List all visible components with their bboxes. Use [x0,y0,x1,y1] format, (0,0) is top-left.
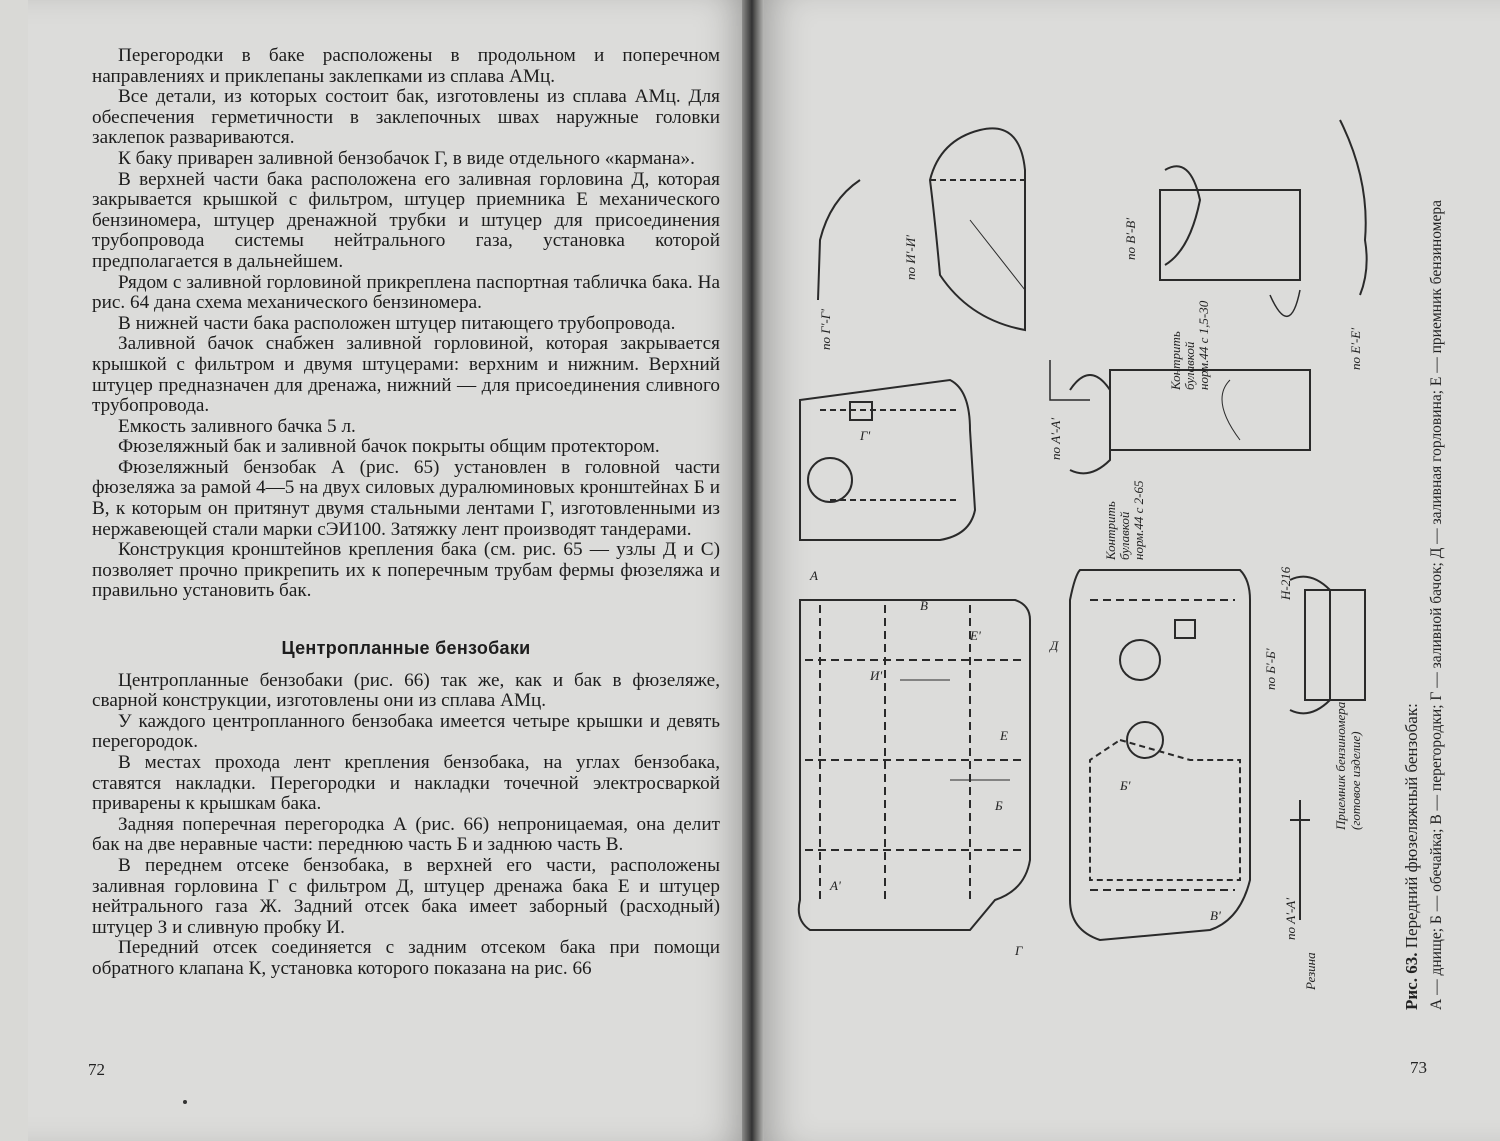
paragraph: Конструкция кронштейнов крепления бака (см. рис. 65 — узлы Д и С) позволяет прочно прикрепить их к поперечным трубам фермы фюзеляжа и правильно установить бак. [92,539,720,602]
label-section-gg: по Г'-Г' [818,309,833,350]
paragraph: Перегородки в баке расположены в продольном и поперечном направлениях и приклепаны заклепками из сплава АМц. [92,45,720,87]
left-page-text [92,46,720,980]
section-heading: Центропланные бензобаки [281,638,531,659]
section-vv-body [1160,190,1300,280]
label-G: Г [1015,943,1023,958]
label-section-ee: по Е'-Е' [1348,327,1363,370]
label-lock-2: булавкой [1182,341,1197,390]
paragraph: Емкость заливного бачка 5 л. [118,415,356,437]
paragraph: В верхней части бака расположена его заливная горловина Д, которая закрывается крышкой с фильтром, штуцер приемника Е механического бензиномера, штуцер дренажной трубки и штуцер для присоединения трубопровода системы нейтрального газа, установка которой предполагается в дальнейшем. [92,168,720,272]
label-section-bb: по Б'-Б' [1263,648,1278,690]
paragraph: К баку приварен заливной бензобачок Г, в виде отдельного «кармана». [118,147,695,169]
label-lock-1: Контрить [1168,331,1183,390]
label-section-vv: по В'-В' [1123,217,1138,260]
label-A: А [810,568,818,583]
label-Ae: А' [830,878,841,893]
label-D: Д [1050,638,1059,653]
label-section-aa: по А'-А' [1048,417,1063,460]
paragraph: В нижней части бака расположен штуцер питающего трубопровода. [118,312,676,334]
label-section-ii: по И'-И' [903,235,918,280]
paragraph: Центропланные бензобаки (рис. 66) так же, как и бак в фюзеляже, сварной конструкции, изготовлены они из сплава АМц. [92,669,720,712]
label-lock-b3: норм.44 с 2-65 [1131,480,1146,560]
label-Ge: Г' [860,428,871,443]
caption-title: Рис. 63. Передний фюзеляжный бензобак: [1402,703,1421,1010]
filler-neck [1120,640,1160,680]
paragraph: В местах прохода лент крепления бензобака, на углах бензобака, ставятся накладки. Перегородки и накладки точечной электросваркой приварены к крышкам бака. [92,752,720,815]
paragraph: Фюзеляжный бак и заливной бачок покрыты общим протектором. [118,436,660,458]
label-lock-3: норм.44 с 1,5-30 [1196,300,1211,390]
label-V: В [920,598,928,613]
paragraph: Заливной бачок снабжен заливной горловиной, которая закрывается крышкой с фильтром и двумя штуцерами: верхним и нижним. Верхний штуцер предназначен для дренажа, нижний — для присоединения сливного трубопровода. [92,333,720,417]
figure-caption [1402,200,1445,1010]
page-number-left: 72 [88,1060,105,1079]
section-bb-fitting [1305,590,1365,700]
label-Ee: Е' [970,628,981,643]
section-ee-curve [1340,120,1367,295]
paragraph: Передний отсек соединяется с задним отсеком бака при помощи обратного клапана К, установка которого показана на рис. 66 [92,937,720,979]
paragraph: У каждого центропланного бензобака имеется четыре крышки и девять перегородок. [92,710,720,753]
label-section-aa2: по А'-А' [1283,897,1298,940]
filler-tank-side-view [800,380,975,540]
label-lock-b2: булавкой [1117,511,1132,560]
book-gutter [742,0,764,1141]
caption-legend: А — днище; Б — обечайка; В — перегородки; Г — заливной бачок; Д — заливная горловина; Е — приемник бензиномера [1428,200,1445,1010]
speck [183,1100,187,1104]
paragraph: Фюзеляжный бензобак А (рис. 65) установлен в головной части фюзеляжа за рамой 4—5 на двух силовых дуралюминовых кронштейнах Б и В, к которым он притянут двумя стальными лентами Г, изготовленными из нержавеющей стали марки сЭИ100. Затяжку лент производят тандерами. [92,456,720,540]
section-gg-curve [818,180,860,300]
paragraph: Рядом с заливной горловиной прикреплена паспортная табличка бака. На рис. 64 дана схема механического бензиномера. [92,271,720,314]
page-number-right: 73 [1410,1058,1427,1077]
label-E: Е [1000,728,1008,743]
label-lock-b1: Контрить [1103,501,1118,560]
paragraph: Все детали, из которых состоит бак, изготовлены из сплава АМц. Для обеспечения герметичности в заклепочных швах наружные головки заклепок развариваются. [92,86,720,149]
receiver-fitting [1127,722,1163,758]
label-receiver-1: Приемник бензиномера [1333,701,1348,830]
label-B: Б [995,798,1003,813]
paragraph: В переднем отсеке бензобака, в верхней его части, расположены заливная горловина Г с фильтром Д, штуцер дренажа бака Е и штуцер нейтрального газа Ж. Задний отсек бака имеет заборный (расходный) штуцер З и сливную пробку И. [92,854,720,938]
figure-fuel-tank-drawing [770,60,1490,1050]
label-Ve: В' [1210,908,1221,923]
label-rubber: Резина [1303,952,1318,990]
label-receiver-2: (готовое изделие) [1348,731,1363,830]
paragraph: Задняя поперечная перегородка А (рис. 66) непроницаемая, она делит бак на две неравные части: переднюю часть Б и заднюю часть В. [92,813,720,856]
label-Ie: И' [870,668,883,683]
label-Be: Б' [1120,778,1131,793]
label-h216: Н-216 [1278,566,1293,600]
